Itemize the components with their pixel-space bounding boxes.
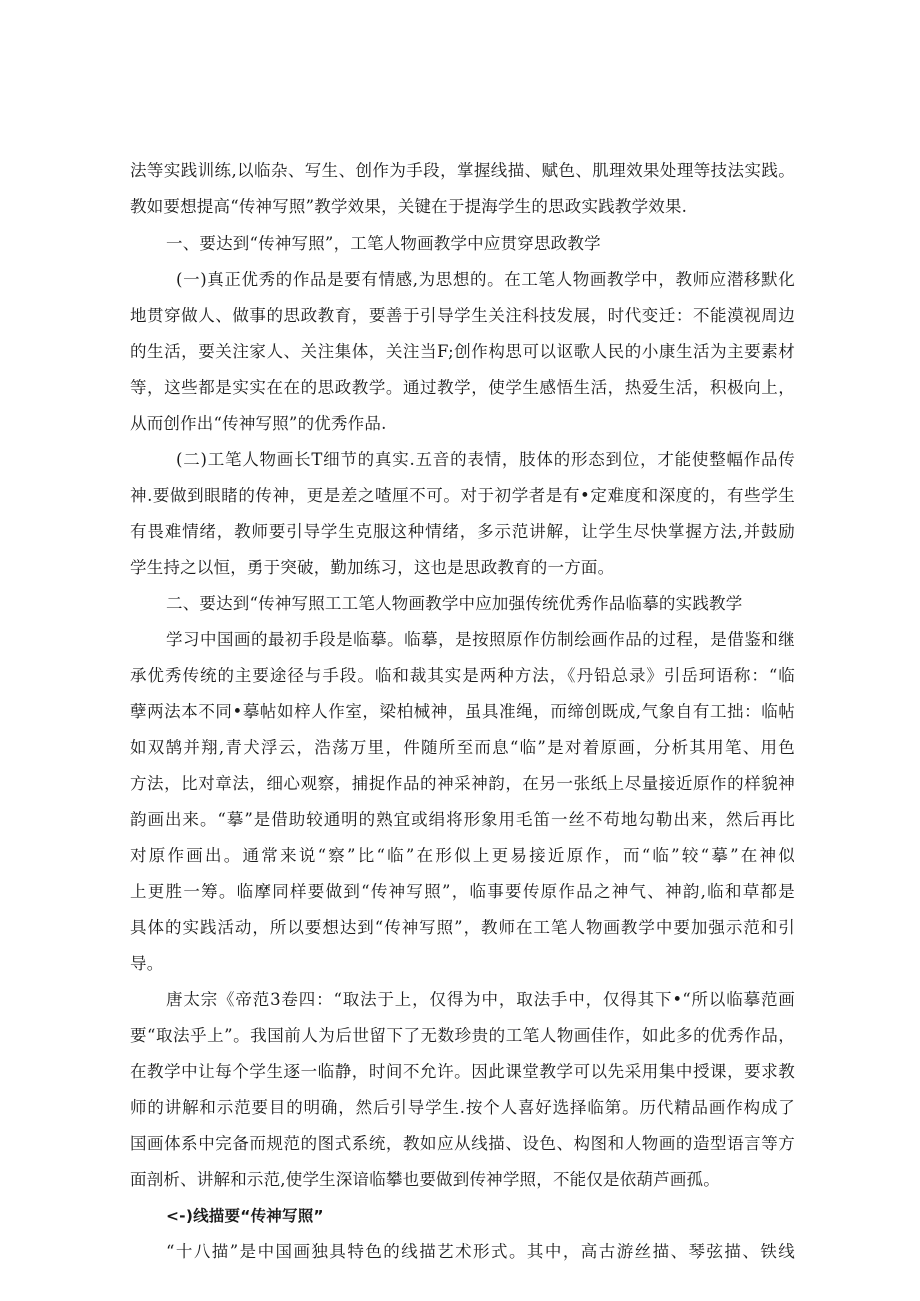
text-line: 地贯穿做人、做事的思政教育，要善于引导学生关注科技发展，时代变迁：不能漠视周边 (130, 306, 795, 325)
text-line: 面剖析、讲解和示范,使学生深谙临攀也要做到传神学照，不能仅是依葫芦画孤。 (130, 1170, 720, 1189)
text-line: 承优秀传统的主要途径与手段。临和裁其实是两种方法，《丹铅总录》引岳珂语称：“临 (130, 666, 795, 685)
text-line: 韵画出来。“摹”是借助较通明的熟宜或绢将形象用毛笛一丝不苟地勾勒出来，然后再比 (130, 810, 795, 829)
text-line: 孽两法本不同•摹帖如梓人作室，梁柏械神，虽具准绳，而缔创既成,气象自有工拙：临帖 (130, 702, 795, 721)
text-line: 的生活，要关注家人、关注集体，关注当F;创作构思可以讴歌人民的小康生活为主要素材 (130, 342, 795, 361)
text-line: 师的讲解和示范要目的明确，然后引导学生.按个人喜好选择临第。历代精品画作构成了 (130, 1098, 795, 1117)
text-line: (一)真正优秀的作品是要有情感,为思想的。在工笔人物画教学中，教师应潜移默化 (176, 270, 795, 289)
text-line: 在教学中让每个学生逐一临静，时间不允许。因此课堂教学可以先采用集中授课，要求教 (130, 1062, 795, 1081)
text-line: 法等实践训练,以临杂、写生、创作为手段，掌握线描、赋色、肌理效果处理等技法实践。 (130, 161, 795, 180)
section-heading: <-)线描要“传神写照” (166, 1207, 324, 1225)
text-line: 具体的实践活动，所以要想达到“传神写照”，教师在工笔人物画教学中要加强示范和引 (130, 918, 795, 937)
text-line: 一、要达到“传神写照”，工笔人物画教学中应贯穿思政教学 (166, 234, 601, 253)
text-line: 教如要想提高“传神写照”教学效果，关键在于提海学生的思政实践教学效果. (130, 197, 688, 216)
text-line: 上更胜一筹。临摩同样要做到“传神写照”，临事要传原作品之神气、神韵,临和草都是 (130, 882, 795, 901)
text-line: (二)工笔人物画长T细节的真实.五音的表情，肢体的形态到位，才能使整幅作品传 (176, 450, 795, 469)
text-line: 方法，比对章法，细心观察，捕捉作品的神采神韵，在另一张纸上尽量接近原作的样貌神 (130, 774, 795, 793)
text-line: 等，这些都是实实在在的思政教学。通过教学，使学生感悟生活，热爱生活，积极向上， (130, 378, 795, 397)
text-line: 要“取法乎上”。我国前人为后世留下了无数珍贵的工笔人物画佳作，如此多的优秀作品， (130, 1026, 795, 1045)
text-line: 有畏难情绪，教师要引导学生克服这种情绪，多示范讲解，让学生尽快掌握方法,并鼓励 (130, 522, 795, 541)
text-line: 国画体系中完备而规范的图式系统，教如应从线描、设色、构图和人物画的造型语言等方 (130, 1134, 795, 1153)
text-line: 对原作画出。通常来说“察”比“临”在形似上更易接近原作，而“临”较“摹”在神似 (130, 846, 795, 865)
text-line: 学生持之以恒，勇于突破，勤加练习，这也是思政教育的一方面。 (130, 558, 615, 577)
text-line: 如双鹄并翔,青犬浮云，浩荡万里，件随所至而息“临”是对着原画，分析其用笔、用色 (130, 738, 795, 757)
text-line: 唐太宗《帝范3卷四：“取法于上，仅得为中，取法手中，仅得其下•“所以临摹范画 (166, 990, 795, 1009)
text-line: “十八描”是中国画独具特色的线描艺术形式。其中，高古游丝描、琴弦描、铁线 (166, 1242, 795, 1261)
text-line: 导。 (130, 954, 164, 973)
text-line: 学习中国画的最初手段是临摹。临摹，是按照原作仿制绘画作品的过程，是借鉴和继 (166, 630, 795, 649)
text-line: 二、要达到“传神写照工工笔人物画教学中应加强传统优秀作品临摹的实践教学 (166, 594, 743, 613)
text-line: 神.要做到眼睹的传神，更是差之喳厘不可。对于初学者是有•定难度和深度的，有些学生 (130, 486, 795, 505)
text-line: 从而创作出“传神写照”的优秀作品. (130, 414, 387, 433)
